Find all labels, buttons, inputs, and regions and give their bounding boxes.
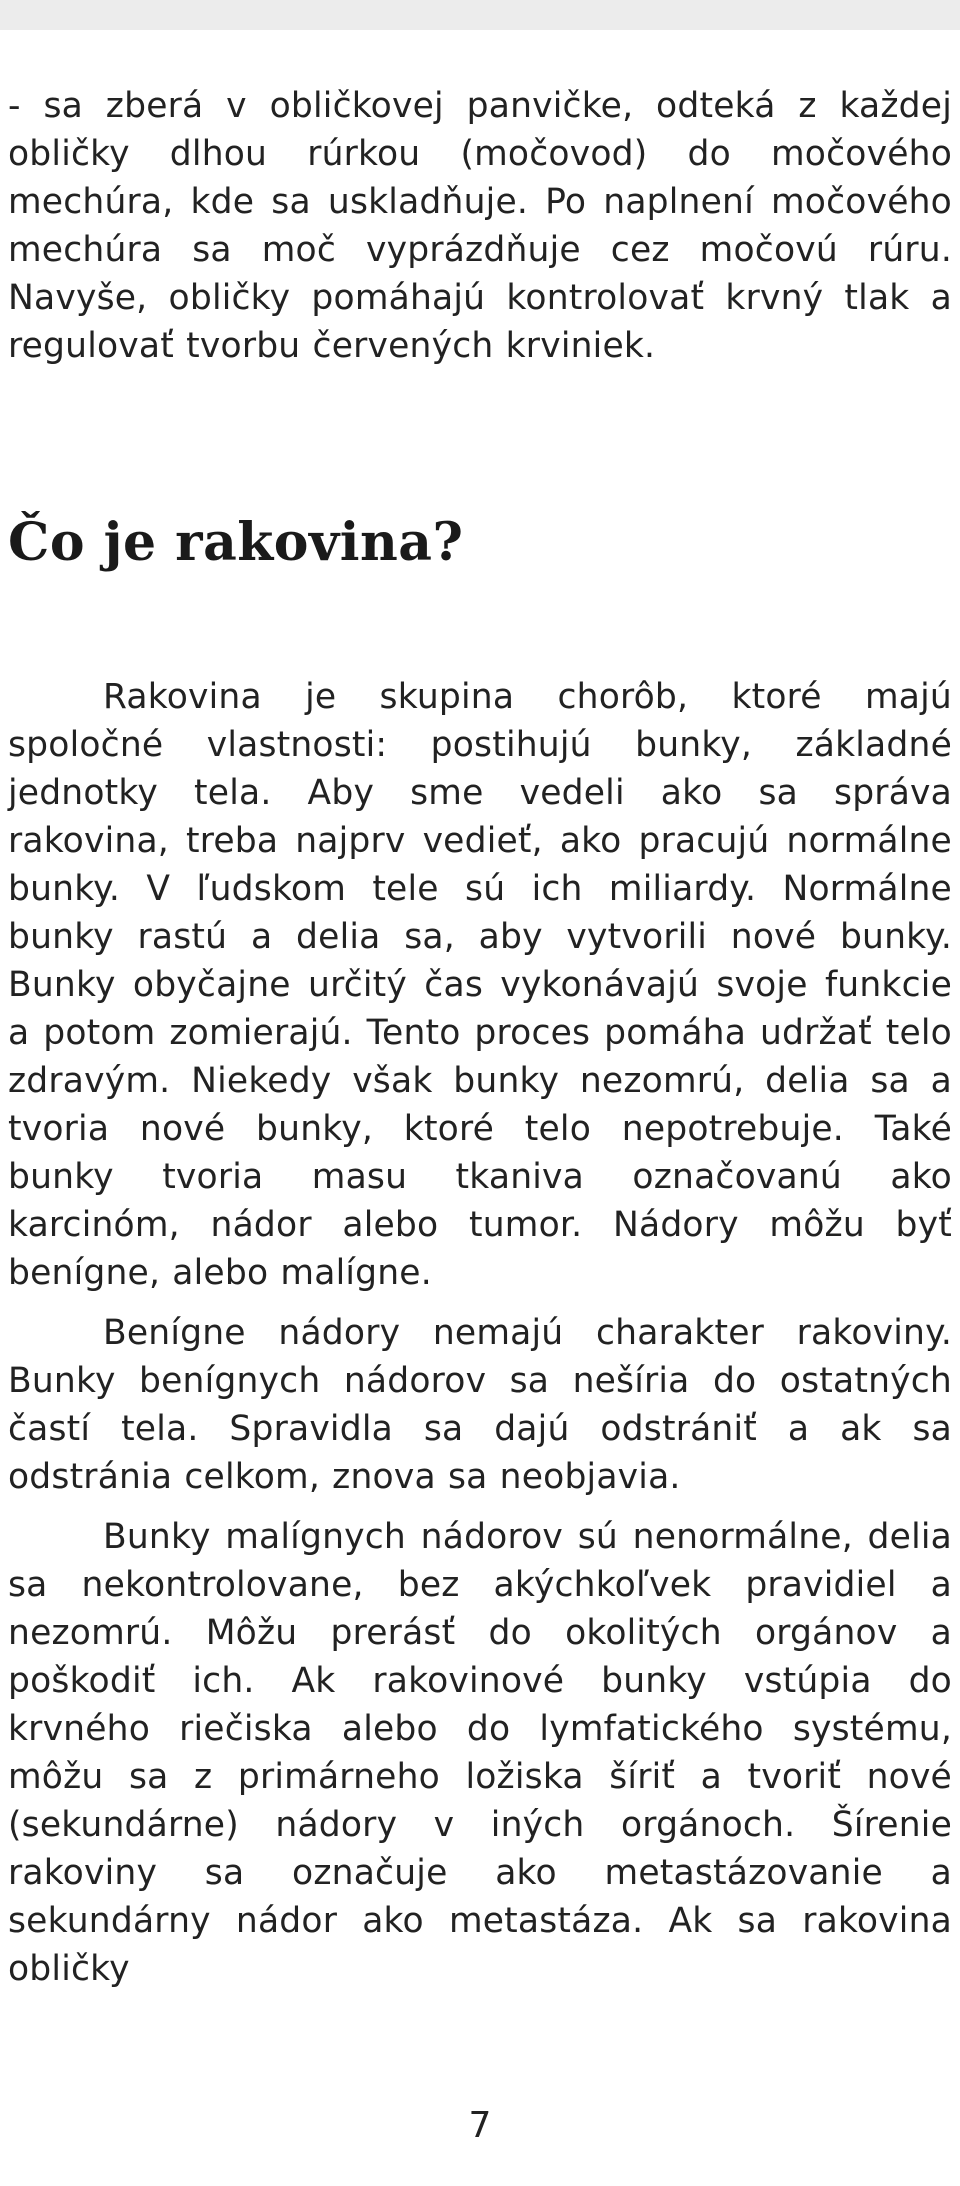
intro-paragraph: - sa zberá v obličkovej panvičke, odteká z každej obličky dlhou rúrkou (močovod) do močového mechúra, kde sa uskladňuje. Po naplnení močového mechúra sa moč vyprázdňuje cez močovú rúru. Navyše, obličky pomáhajú kontrolovať krvný tlak a regulovať tvorbu červených krviniek. bbox=[8, 86, 952, 366]
paragraph-benign-tumors: Benígne nádory nemajú charakter rakoviny. Bunky benígnych nádorov sa nešíria do ostatných častí tela. Spravidla sa dajú odstrániť a ak sa odstránia celkom, znova sa neobjavia. bbox=[8, 1313, 952, 1497]
paragraph-malignant-tumors: Bunky malígnych nádorov sú nenormálne, delia sa nekontrolovane, bez akýchkoľvek pravidiel a nezomrú. Môžu prerásť do okolitých orgánov a poškodiť ich. Ak rakovinové bunky vstúpia do krvného riečiska alebo do lymfatického systému, môžu sa z primárneho ložiska šíriť a tvoriť nové (sekundárne) nádory v iných orgánoch. Šírenie rakoviny sa označuje ako metastázovanie a sekundárny nádor ako metastáza. Ak sa rakovina obličky bbox=[8, 1517, 952, 1989]
section-heading: Čo je rakovina? bbox=[8, 512, 464, 573]
document-body bbox=[8, 82, 952, 1993]
paragraph-what-is-cancer: Rakovina je skupina chorôb, ktoré majú spoločné vlastnosti: postihujú bunky, základné jednotky tela. Aby sme vedeli ako sa správa rakovina, treba najprv vedieť, ako pracujú normálne bunky. V ľudskom tele sú ich miliardy. Normálne bunky rastú a delia sa, aby vytvorili nové bunky. Bunky obyčajne určitý čas vykonávajú svoje funkcie a potom zomierajú. Tento proces pomáha udržať telo zdravým. Niekedy však bunky nezomrú, delia sa a tvoria nové bunky, ktoré telo nepotrebuje. Také bunky tvoria masu tkaniva označovanú ako karcinóm, nádor alebo tumor. Nádory môžu byť benígne, alebo malígne. bbox=[8, 677, 952, 1293]
page-top-band bbox=[0, 0, 960, 30]
page-number: 7 bbox=[468, 2105, 492, 2146]
